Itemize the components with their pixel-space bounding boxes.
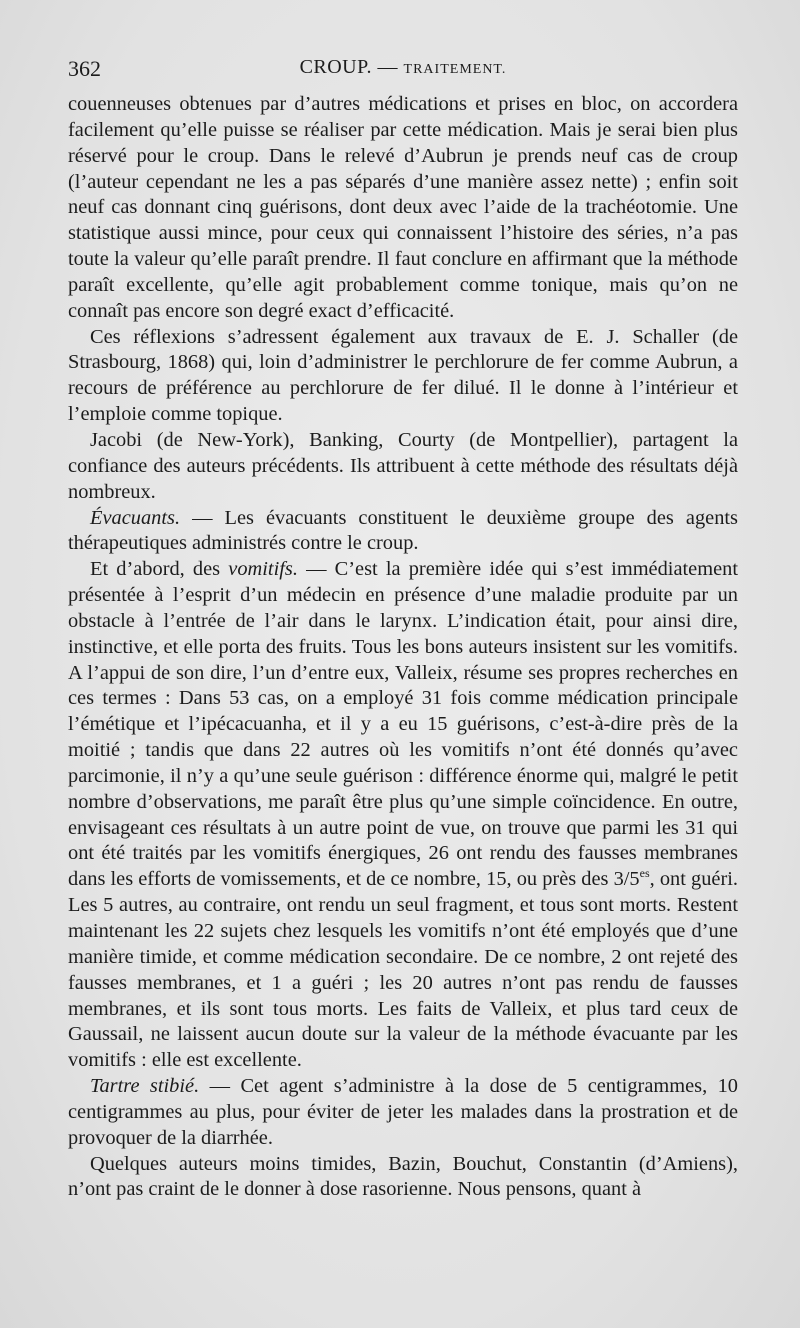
paragraph-evacuants-text: — Les évacuants constituent le deuxième groupe des agents thérapeutiques administrés contre le croup.: [68, 506, 738, 555]
paragraph-continued: couenneuses obtenues par d’autres médications et prises en bloc, on accordera facilement qu’elle puisse se réaliser par cette médication. Mais je serai bien plus réservé pour le croup. Dans le relevé d’Aubrun je prends neuf cas de croup (l’auteur cependant ne les a pas séparés d’une manière assez nette) ; enfin soit neuf cas donnant cinq guérisons, dont deux avec l’aide de la trachéotomie. Une statistique aussi mince, pour ceux qui connaissent l’histoire des séries, n’a pas toute la valeur qu’elle paraît prendre. Il faut conclure en affirmant que la méthode paraît excellente, qu’elle agit probablement comme tonique, mais qu’on ne connaît pas encore son degré exact d’efficacité.: [68, 93, 738, 322]
paragraph-vomitifs-intro: Et d’abord, des: [90, 558, 229, 581]
superscript-es: es: [639, 866, 650, 881]
paragraph-tartre-stibie: [68, 1074, 738, 1152]
paragraph-evacuants: [68, 506, 738, 558]
paragraph-schaller: Ces réflexions s’adressent également aux travaux de E. J. Schaller (de Strasbourg, 1868) qui, loin d’administrer le perchlorure de fer comme Aubrun, a recours de préférence au perchlorure de fer dilué. Il le donne à l’intérieur et l’emploie comme topique.: [68, 325, 738, 426]
paragraph-rasorienne: Quelques auteurs moins timides, Bazin, Bouchut, Constantin (d’Amiens), n’ont pas craint de le donner à dose rasorienne. Nous pensons, quant à: [68, 1152, 738, 1201]
page-body: [68, 92, 738, 1203]
paragraph-vomitifs: [68, 557, 738, 1074]
heading-tartre-stibie: Tartre stibié.: [90, 1075, 200, 1098]
running-head: [68, 56, 738, 86]
section-title: TRAITEMENT.: [403, 62, 507, 77]
chapter-title: CROUP.: [299, 56, 373, 78]
paragraph-vomitifs-text: — C’est la première idée qui s’est immédiatement présentée à l’esprit d’un médecin en présence d’une maladie produite par un obstacle à l’entrée de l’air dans le larynx. L’indication était, pour ainsi dire, instinctive, et elle porta des fruits. Tous les bons auteurs insistent sur les vomitifs. A l’appui de son dire, l’un d’entre eux, Valleix, résume ses propres recherches en ces termes : Dans 53 cas, on a employé 31 fois comme médication principale l’émétique et l’ipécacuanha, et il y a eu 15 guérisons, c’est-à-dire près de la moitié ; tandis que dans 22 autres où les vomitifs n’ont été donnés qu’avec parcimonie, il n’y a qu’une seule guérison : différence énorme qui, malgré le petit nombre d’observations, me paraît être plus qu’une simple coïncidence. En outre, envisageant ces résultats à un autre point de vue, on trouve que parmi les 31 qui ont été traités par les vomitifs énergiques, 26 ont rendu des fausses membranes dans les efforts de vomissements, et de ce nombre, 15, ou près des 3/5: [68, 558, 739, 891]
heading-vomitifs: vomitifs.: [228, 558, 298, 581]
heading-evacuants: Évacuants.: [90, 506, 181, 529]
paragraph-tartre-stibie-text: — Cet agent s’administre à la dose de 5 centigrammes, 10 centigrammes au plus, pour éviter de jeter les malades dans la prostration et de provoquer de la diarrhée.: [68, 1075, 738, 1149]
title-separator: —: [377, 56, 399, 78]
running-title: [68, 56, 738, 79]
page-number: 362: [68, 56, 101, 81]
paragraph-vomitifs-text-end: , ont guéri. Les 5 autres, au contraire, ont rendu un seul fragment, et tous sont morts. Restent maintenant les 22 sujets chez lesquels les vomitifs n’ont été employés que d’une manière timide, et comme médication secondaire. De ce nombre, 2 ont rejeté des fausses membranes, et 1 a guéri ; les 20 autres n’ont pas rendu de fausses membranes, et ils sont tous morts. Les faits de Valleix, et plus tard ceux de Gaussail, ne laissent aucun doute sur la valeur de la méthode évacuante par les vomitifs : elle est excellente.: [68, 868, 738, 1072]
paragraph-jacobi: Jacobi (de New-York), Banking, Courty (de Montpellier), partagent la confiance des auteurs précédents. Ils attribuent à cette méthode des résultats déjà nombreux.: [68, 428, 738, 503]
